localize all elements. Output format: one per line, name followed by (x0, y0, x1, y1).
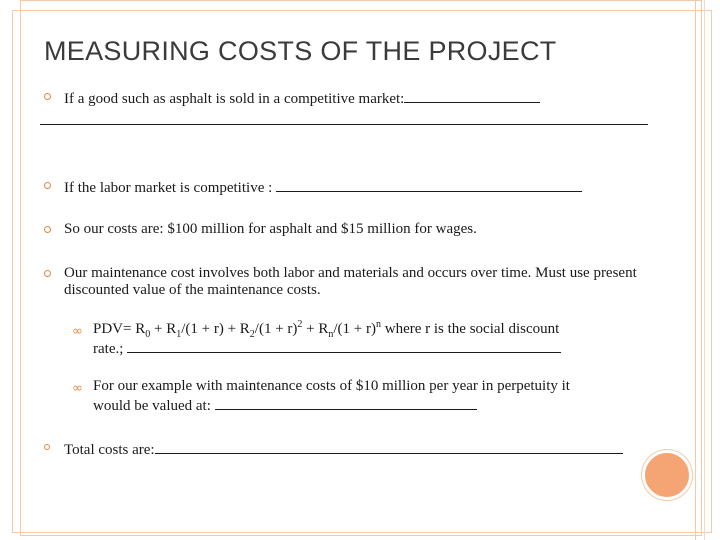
bullet-asphalt-text: If a good such as asphalt is sold in a competitive market: (64, 91, 405, 107)
answer-blank (127, 338, 561, 353)
sub-bullet-arrow-icon: ∞ (72, 381, 83, 396)
pdv-exp-n: n (376, 319, 381, 330)
pdv-line-2: rate.; (93, 341, 128, 357)
bullet-costs: So our costs are: $100 million for asphalt and $15 million for wages. (64, 221, 477, 237)
slide-edge-line-2 (704, 0, 705, 540)
sub-bullet-pdv (93, 321, 643, 358)
slide-edge-line (695, 0, 696, 540)
bullet-ring-icon (44, 182, 51, 189)
pdv-part-5: /(1 + r) (333, 321, 376, 337)
sub-bullet-perpetuity (93, 378, 653, 415)
answer-blank-full-line (40, 124, 648, 125)
pdv-sub-2: 2 (249, 329, 255, 340)
pdv-part-3: /(1 + r) (254, 321, 298, 337)
answer-blank (215, 395, 477, 410)
bullet-ring-icon (44, 226, 51, 233)
sub-bullet-arrow-icon: ∞ (72, 324, 83, 339)
pdv-exp-2: 2 (297, 319, 303, 330)
bullet-ring-icon (44, 444, 50, 450)
pdv-lead: PDV= R (93, 321, 146, 337)
bullet-total-text: Total costs are: (64, 442, 155, 458)
pdv-part-6: where r is the social discount (381, 321, 560, 337)
decorative-orange-circle (642, 450, 692, 500)
slide-title: MEASURING COSTS OF THE PROJECT (44, 36, 557, 66)
bullet-asphalt (64, 88, 540, 108)
answer-blank (404, 88, 540, 103)
pdv-part-4: + R (302, 321, 329, 337)
bullet-maintenance: Our maintenance cost involves both labor and materials and occurs over time. Must use present discounted value of the maintenance costs. (64, 265, 637, 298)
pdv-part-1: + R (150, 321, 177, 337)
pdv-sub-0: 0 (145, 329, 151, 340)
perpetuity-line-1: For our example with maintenance costs of $10 million per year in perpetuity it (93, 378, 570, 394)
perpetuity-line-2: would be valued at: (93, 398, 215, 414)
bullet-ring-icon (44, 93, 51, 100)
bullet-total (64, 439, 623, 459)
bullet-labor (64, 177, 582, 197)
answer-blank (155, 439, 623, 454)
pdv-part-2: /(1 + r) + R (181, 321, 250, 337)
bullet-ring-icon (44, 270, 51, 277)
answer-blank (276, 177, 582, 192)
pdv-sub-1: 1 (176, 329, 182, 340)
pdv-sub-n: n (328, 329, 334, 340)
bullet-labor-text: If the labor market is competitive : (64, 180, 277, 196)
